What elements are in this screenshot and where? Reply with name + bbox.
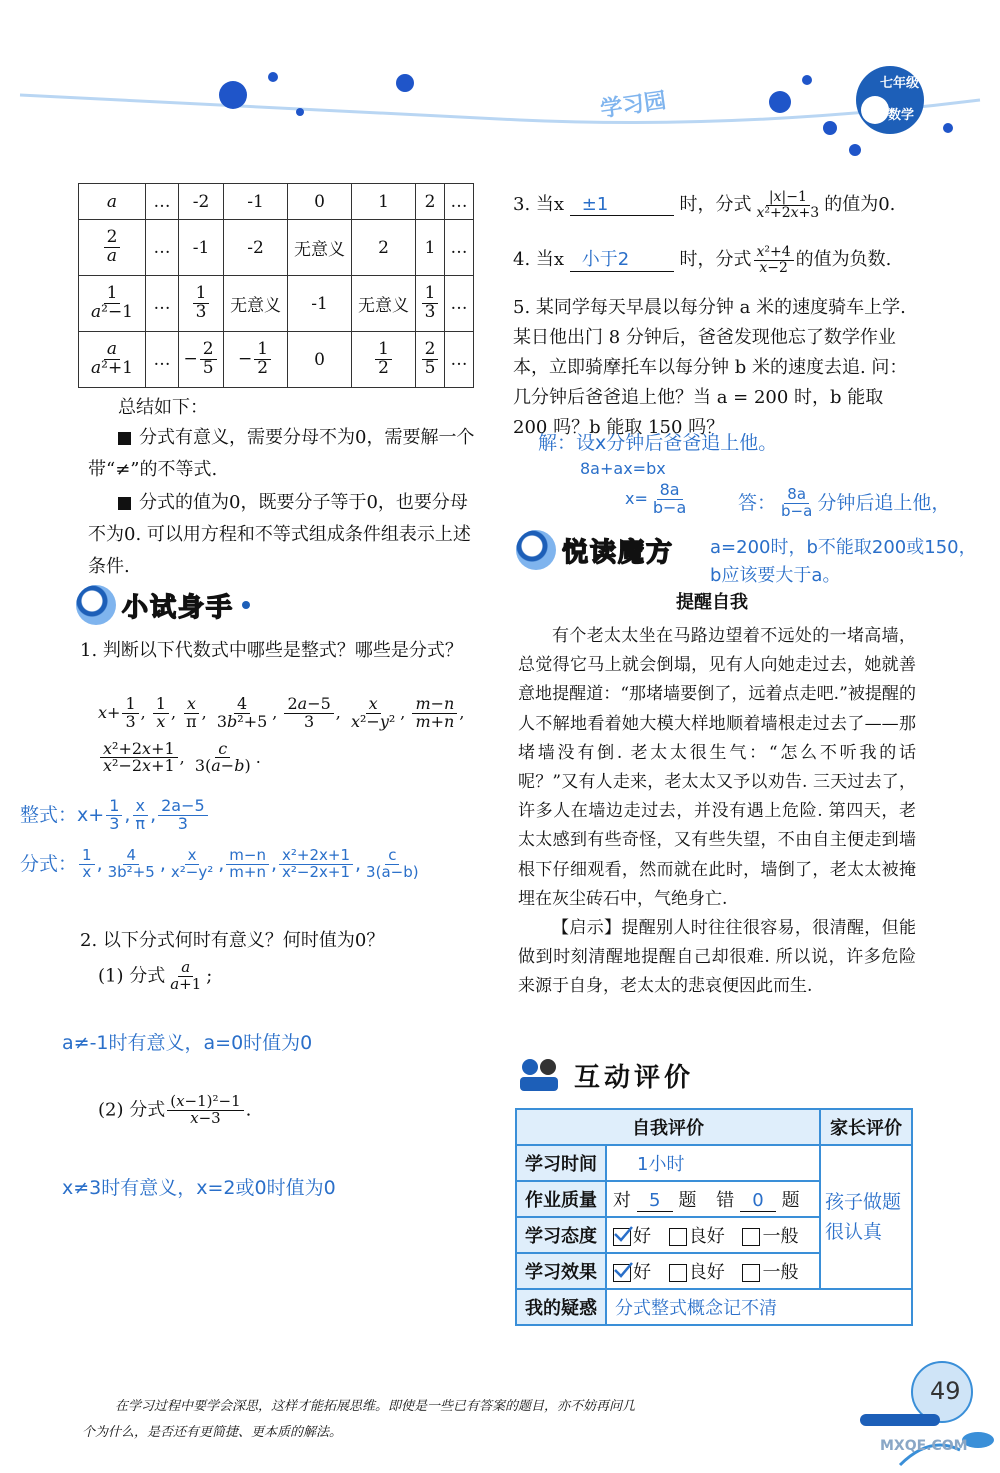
question-2-part-1-answer: a≠-1时有意义，a=0时值为0	[62, 1032, 313, 1054]
value-table	[78, 183, 474, 388]
grade-badge-top: 七年级	[880, 76, 920, 91]
summary-point-1: 分式有意义，需要分母不为0，需要解一个带“≠”的不等式.	[88, 427, 475, 480]
effect-average-checkbox[interactable]	[742, 1264, 760, 1282]
table-row: 自我评价 家长评价	[516, 1109, 912, 1145]
table-row: $\frac{a}{\text{a²+1}}$ … − $\frac{2}{5}$ − $\frac{1}{2}$ 0 $\frac{1}{2}$ $\frac{2}{5}$ …	[79, 332, 474, 388]
parent-comment: 孩子做题很认真	[820, 1145, 912, 1289]
summary-intro: 总结如下：	[118, 397, 208, 418]
q5-solution-line-1: 解：设x分钟后爸爸追上他。	[538, 432, 778, 454]
bullet-square-icon	[118, 432, 131, 445]
q5-answer-note-2: b应该要大于a。	[710, 565, 841, 586]
table-row: 学习效果 好 良好 一般	[516, 1253, 912, 1289]
target-icon	[76, 585, 116, 625]
table-row: 我的疑惑 分式整式概念记不清	[516, 1289, 912, 1325]
study-time-value[interactable]: 1小时	[606, 1145, 820, 1181]
story-title: 提醒自我	[676, 592, 748, 613]
question-3: 3. 当x ±1 时，分式 $\frac{|x|-1}{\text{x²+2x+3}}$ 的值为0.	[513, 189, 896, 221]
header-decoration	[0, 0, 1000, 170]
question-2-part-1: (1) 分式 $\frac{a}{a+1}$ ;	[98, 958, 213, 993]
effect-good-checkbox[interactable]	[613, 1264, 631, 1282]
students-icon	[516, 1055, 562, 1095]
table-row: 学习态度 好 良好 一般	[516, 1217, 912, 1253]
question-2-part-2: (2) 分式 $\frac{\text{(x−1)²−1}}{x-3}$ .	[98, 1092, 252, 1127]
summary-point-2: 分式的值为0，既要分子等于0，也要分母不为0. 可以用方程和不等式组成条件组表示上述条件.	[88, 492, 471, 577]
table-row: 作业质量 对 5 题 错 0 题	[516, 1181, 912, 1217]
attitude-fine-checkbox[interactable]	[669, 1228, 687, 1246]
section-eval-header: 互动评价	[516, 1055, 694, 1095]
table-row: a … -2 -1 0 1 2 …	[79, 184, 474, 220]
dot-icon	[242, 601, 250, 609]
effect-fine-checkbox[interactable]	[669, 1264, 687, 1282]
header-ribbon: 学习园	[598, 88, 668, 123]
page-number: 49	[930, 1377, 961, 1405]
story-body: 有个老太太坐在马路边望着不远处的一堵高墙，总觉得它马上就会倒塌，见有人向她走过去，她就善意地提醒道：“那堵墙要倒了，远着点走吧.”被提醒的人不解地看着她大模大样地顺着墙根走过去了——那堵墙没有倒. 老太太很生气：“怎么不听我的话呢？”又有人走来，老太太又予以劝告. 三天过去了，许多人在墙边走过去，并没有遇上危险. 第四天，老太太感到有些奇怪，又有些失望，不由自主便走到墙根下仔细观看，然而就在此时，墙倒了，老太太被掩埋在灰尘砖石中，气绝身亡. 【启示】提醒别人时往往很容易，很清醒，但能做到时刻清醒地提醒自己却很难. 所以说，许多危险来源于自身，老太太的悲哀便因此而生.	[518, 626, 917, 997]
attitude-average-checkbox[interactable]	[742, 1228, 760, 1246]
doubt-value[interactable]: 分式整式概念记不清	[606, 1289, 912, 1325]
target-icon	[516, 530, 556, 570]
section-try-header: 小试身手	[76, 585, 250, 625]
grade-badge-bottom: 数学	[888, 108, 915, 123]
q5-answer: 答： $\frac{8a}{b-a}$ 分钟后追上他，	[738, 485, 951, 520]
section-read-header: 悦读魔方	[516, 530, 674, 570]
wrong-count[interactable]: 0	[740, 1190, 776, 1212]
question-1: 1. 判断以下代数式中哪些是整式？哪些是分式？	[80, 640, 463, 661]
table-row: $\frac{2}{a}$ … -1 -2 无意义 2 1 …	[79, 220, 474, 276]
right-count[interactable]: 5	[637, 1190, 673, 1212]
q5-solution-equation: 8a+ax=bx	[580, 459, 666, 478]
watermark: MXQE.COM	[880, 1438, 968, 1454]
q5-solution-x: x= $\frac{8a}{b-a}$	[625, 480, 687, 517]
question-2: 2. 以下分式何时有意义？何时值为0？	[80, 930, 385, 951]
question-2-part-2-answer: x≠3时有意义，x=2或0时值为0	[62, 1177, 336, 1199]
question-1-expressions: x+ $\frac{1}{3}$ , $\frac{1}{x}$ , $\frac{x}{\pi}$ , $\frac{4}{\text{3b²+5}}$ , $\frac{2a-5}{3}$ , $\frac{x}{\text{x²−y²}}$ , $\frac{m-n}{m+n}$ , $\frac{\text{x²+2x+1}}{\text{x²−2x+1}}$ , $\frac{c}{3(a-b)}$ .	[98, 694, 465, 776]
q1-answer-fraction: 分式： $\frac{1}{x}$ , $\frac{4}{\text{3b²+5}}$ , $\frac{x}{\text{x²−y²}}$ , $\frac{m-n}{m+n}$ , $\frac{\text{x²+2x+1}}{\text{x²−2x+1}}$ , $\frac{c}{3(a-b)}$	[20, 846, 419, 881]
evaluation-table	[515, 1108, 913, 1326]
header-dots-graphic	[0, 0, 1000, 170]
table-row: 学习时间 1小时 孩子做题很认真	[516, 1145, 912, 1181]
bullet-square-icon	[118, 497, 131, 510]
q1-answer-whole: 整式：x+ $\frac{1}{3}$ , $\frac{x}{\pi}$ , $\frac{2a-5}{3}$	[20, 798, 210, 833]
footer-line-1: 在学习过程中要学会深思，这样才能拓展思维。即使是一些已有答案的题目，亦不妨再问几	[115, 1399, 636, 1414]
question-4: 4. 当x 小于2 时，分式 $\frac{\text{x²+4}}{x-2}$ 的值为负数.	[513, 244, 892, 276]
attitude-good-checkbox[interactable]	[613, 1228, 631, 1246]
table-row: $\frac{1}{\text{a²−1}}$ … $\frac{1}{3}$ 无意义 -1 无意义 $\frac{1}{3}$ …	[79, 276, 474, 332]
question-5: 5. 某同学每天早晨以每分钟 a 米的速度骑车上学. 某日他出门 8 分钟后，爸爸发现他忘了数学作业本，立即骑摩托车以每分钟 b 米的速度去追. 问：几分钟后爸爸追上他？当 a = 200 时，b 能取 200 吗？b 能取 150 吗？	[513, 297, 908, 438]
footer-line-2: 个为什么，是否还有更简捷、更本质的解法。	[82, 1425, 343, 1440]
q5-answer-note-1: a=200时，b不能取200或150，	[710, 537, 977, 558]
